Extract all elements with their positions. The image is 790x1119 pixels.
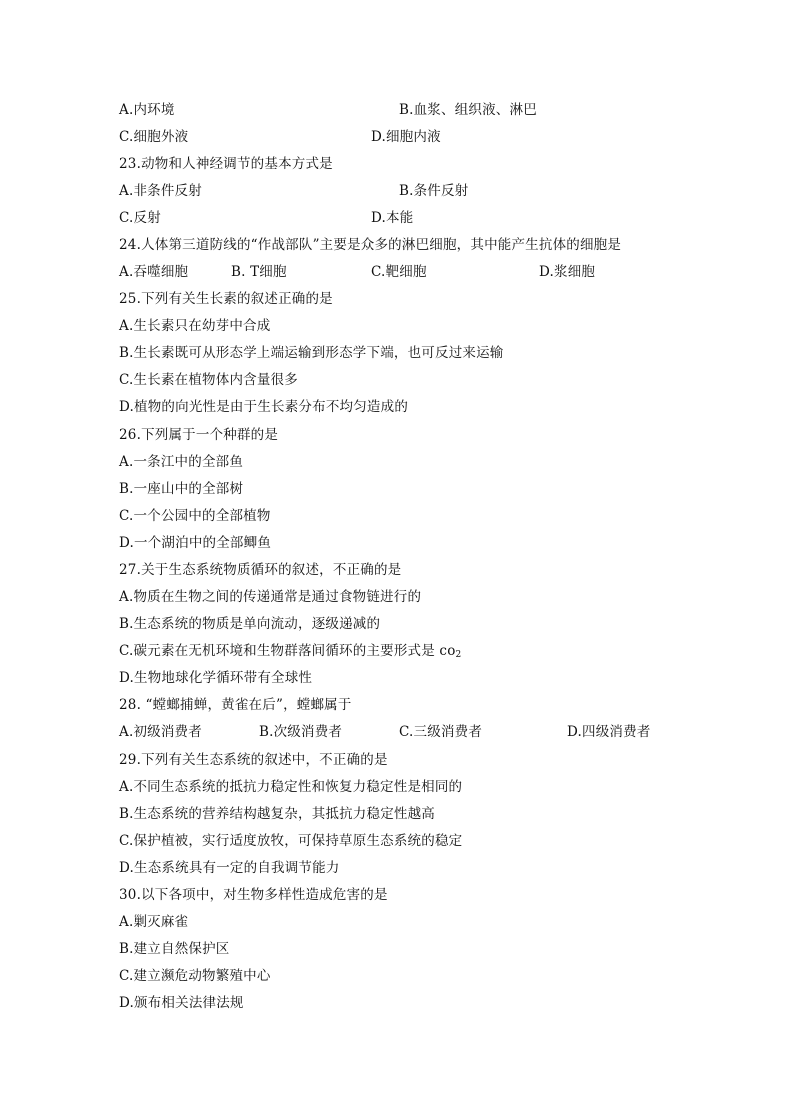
q25-option-d: D.植物的向光性是由于生长素分布不均匀造成的: [119, 399, 409, 415]
q24-option-b: B. T细胞: [231, 264, 287, 280]
q26-option-c: C.一个公园中的全部植物: [119, 508, 271, 524]
q28-stem: 28. “螳螂捕蝉，黄雀在后”，螳螂属于: [119, 697, 352, 713]
q27-option-c: [119, 642, 461, 664]
q29-option-d: D.生态系统具有一定的自我调节能力: [119, 860, 340, 876]
q25-option-b: B.生长素既可从形态学上端运输到形态学下端，也可反过来运输: [119, 345, 504, 361]
q22-option-d: D.细胞内液: [371, 129, 441, 145]
q29-option-b: B.生态系统的营养结构越复杂，其抵抗力稳定性越高: [119, 806, 436, 822]
q29-option-c: C.保护植被，实行适度放牧，可保持草原生态系统的稳定: [119, 833, 463, 849]
q30-option-a: A.剿灭麻雀: [119, 914, 189, 930]
q27-stem: 27.关于生态系统物质循环的叙述，不正确的是: [119, 562, 402, 578]
q30-option-d: D.颁布相关法律法规: [119, 995, 244, 1011]
q23-option-b: B.条件反射: [399, 183, 469, 199]
q23-stem: 23.动物和人神经调节的基本方式是: [119, 156, 333, 172]
q29-stem: 29.下列有关生态系统的叙述中，不正确的是: [119, 752, 388, 768]
q30-option-b: B.建立自然保护区: [119, 941, 230, 957]
q27-option-c-text: C.碳元素在无机环境和生物群落间循环的主要形式是 co: [119, 643, 456, 659]
q25-option-c: C.生长素在植物体内含量很多: [119, 372, 298, 388]
q23-option-d: D.本能: [371, 210, 414, 226]
q24-option-c: C.靶细胞: [371, 264, 427, 280]
q24-option-d: D.浆细胞: [539, 264, 596, 280]
q24-option-a: A.吞噬细胞: [119, 264, 189, 280]
q28-option-b: B.次级消费者: [259, 724, 343, 740]
q29-option-a: A.不同生态系统的抵抗力稳定性和恢复力稳定性是相同的: [119, 779, 463, 795]
q26-option-d: D.一个湖泊中的全部鲫鱼: [119, 535, 272, 551]
q30-stem: 30.以下各项中，对生物多样性造成危害的是: [119, 887, 388, 903]
q26-option-b: B.一座山中的全部树: [119, 481, 244, 497]
q28-option-d: D.四级消费者: [567, 724, 651, 740]
q23-option-c: C.反射: [119, 210, 161, 226]
q25-stem: 25.下列有关生长素的叙述正确的是: [119, 291, 333, 307]
q28-option-a: A.初级消费者: [119, 724, 202, 740]
q23-option-a: A.非条件反射: [119, 183, 202, 199]
q26-stem: 26.下列属于一个种群的是: [119, 427, 279, 443]
q25-option-a: A.生长素只在幼芽中合成: [119, 318, 271, 334]
q30-option-c: C.建立濒危动物繁殖中心: [119, 968, 271, 984]
q27-option-d: D.生物地球化学循环带有全球性: [119, 670, 313, 686]
q22-option-c: C.细胞外液: [119, 129, 189, 145]
q27-option-c-subscript: 2: [455, 650, 462, 660]
q26-option-a: A.一条江中的全部鱼: [119, 454, 244, 470]
q22-option-a: A.内环境: [119, 102, 175, 118]
q27-option-a: A.物质在生物之间的传递通常是通过食物链进行的: [119, 589, 422, 605]
q27-option-b: B.生态系统的物质是单向流动，逐级递减的: [119, 616, 381, 632]
q22-option-b: B.血浆、组织液、淋巴: [399, 102, 537, 118]
q28-option-c: C.三级消费者: [399, 724, 483, 740]
q24-stem: 24.人体第三道防线的“作战部队”主要是众多的淋巴细胞，其中能产生抗体的细胞是: [119, 237, 622, 253]
